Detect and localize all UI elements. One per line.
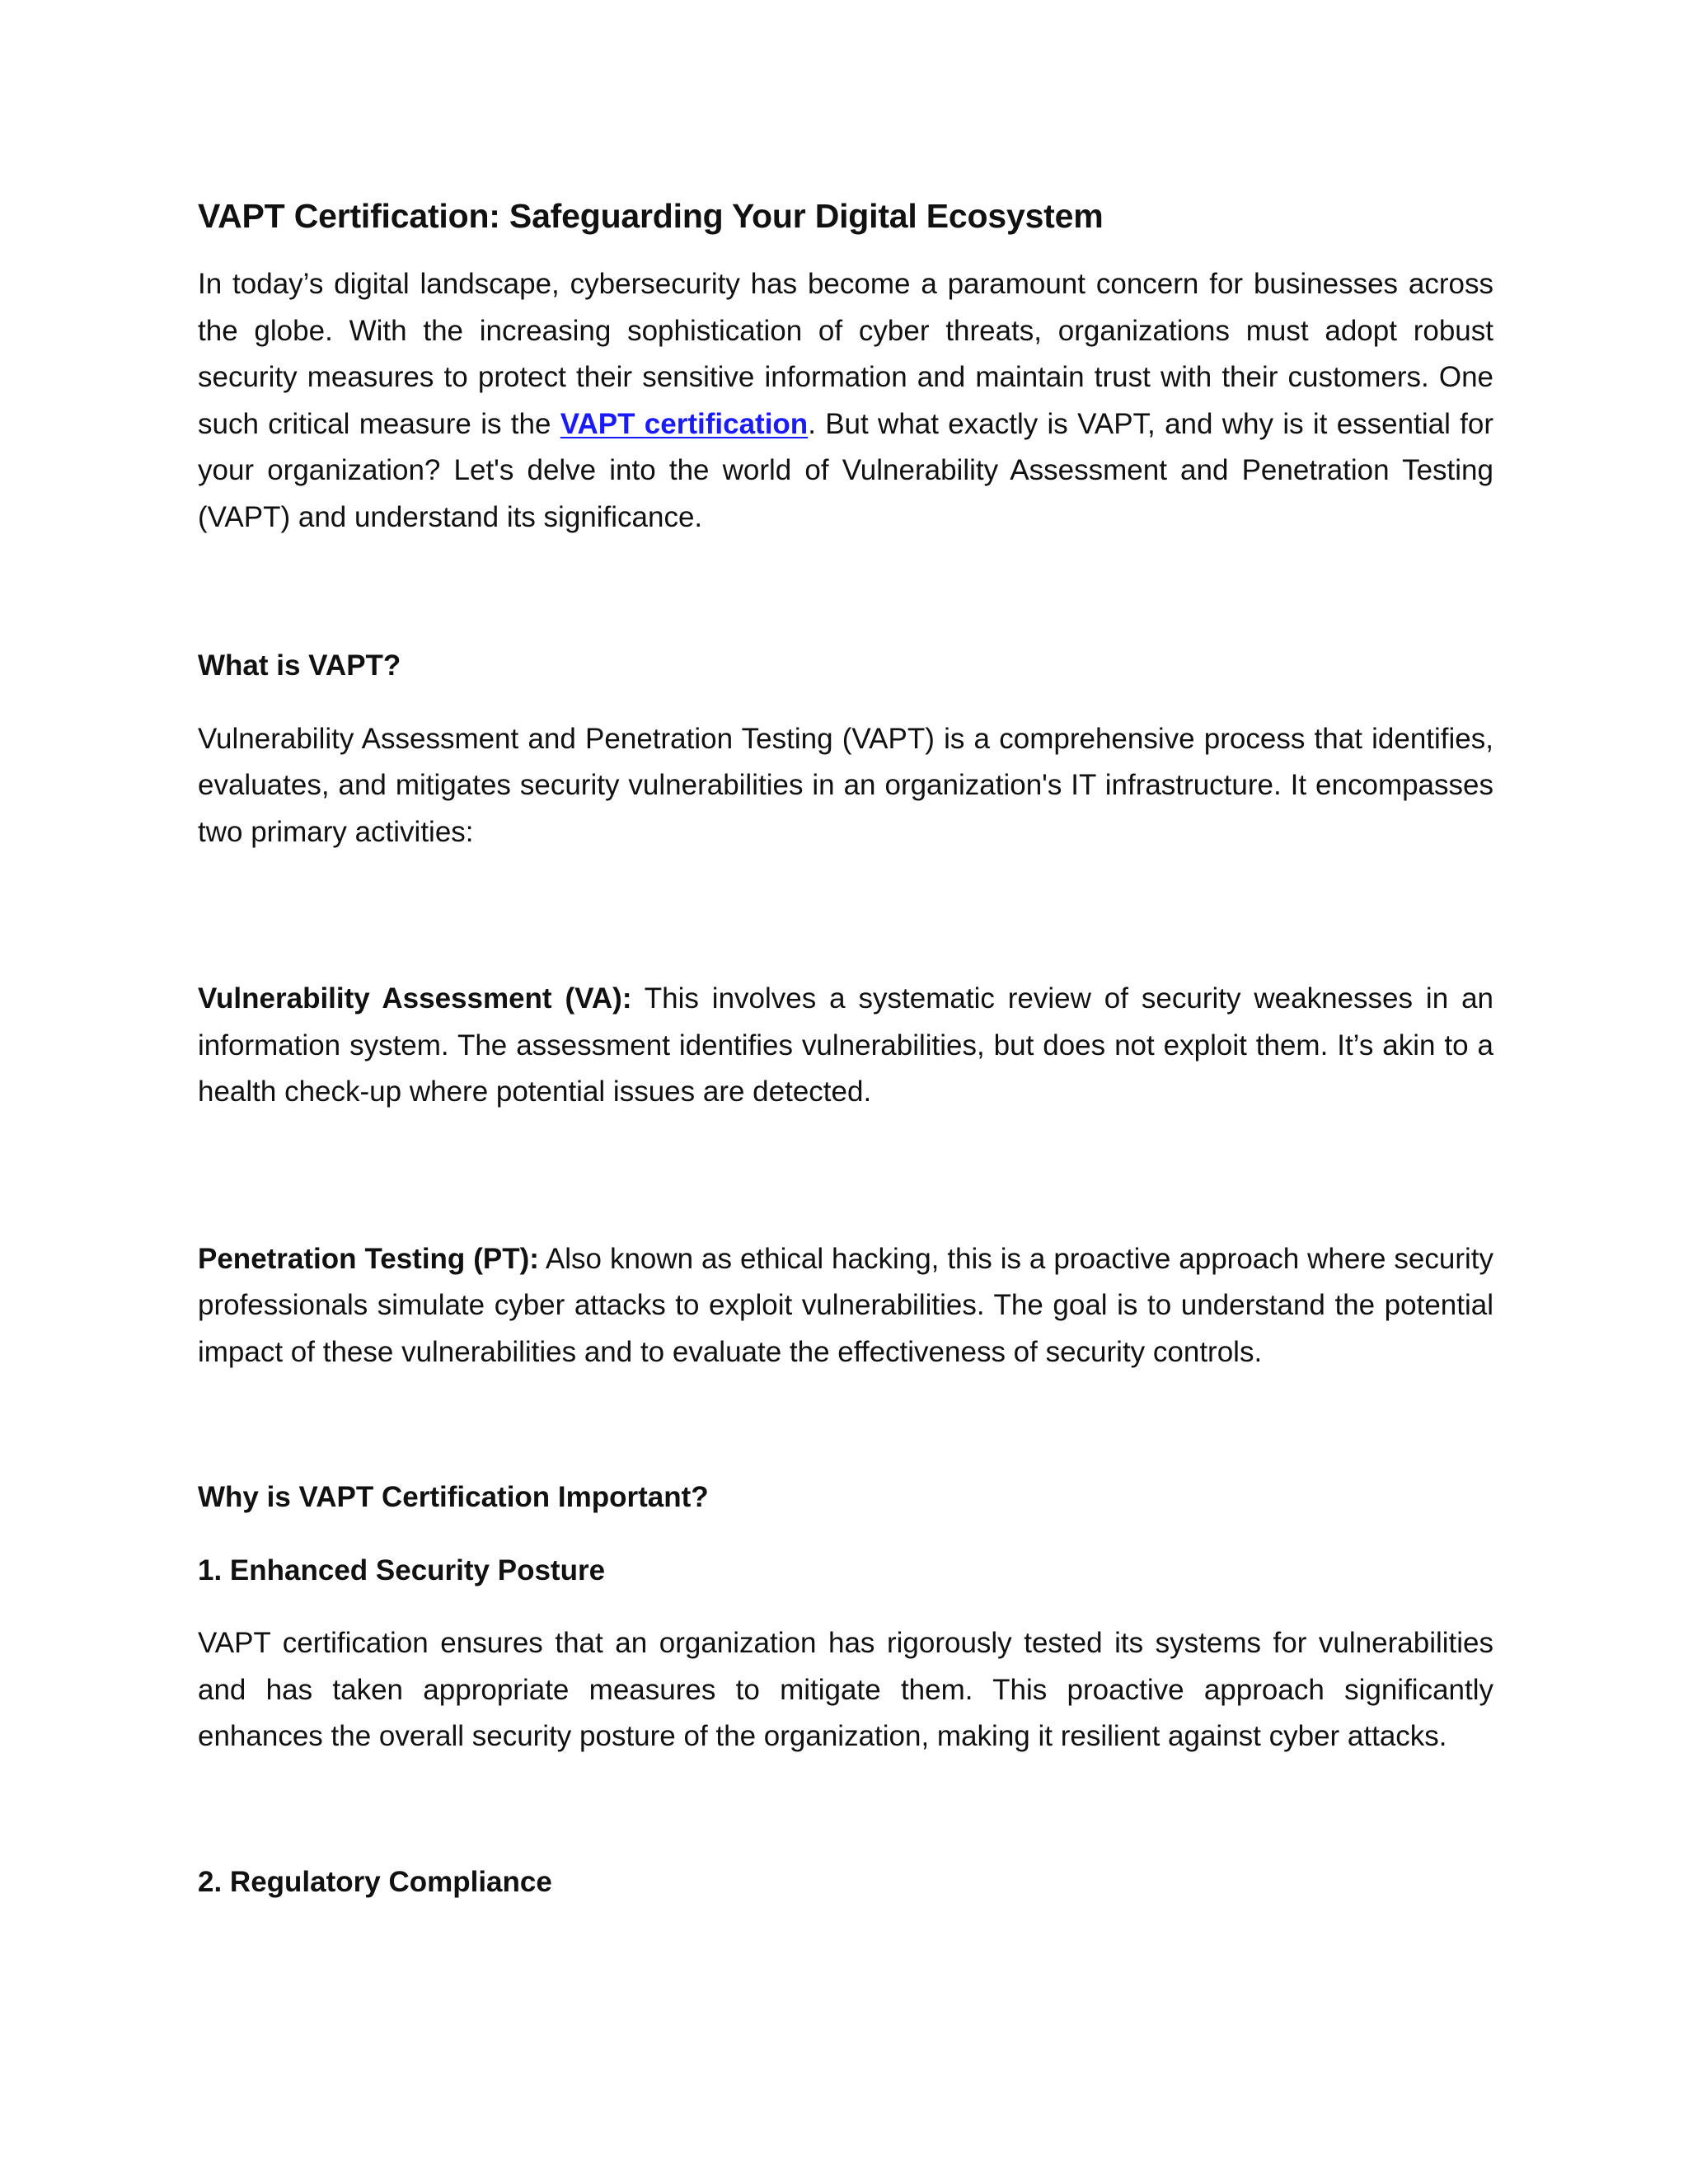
point1-heading: 1. Enhanced Security Posture [198, 1554, 606, 1586]
vapt-certification-link[interactable]: VAPT certification [560, 407, 809, 440]
document-title: VAPT Certification: Safeguarding Your Digital Ecosystem [198, 197, 1104, 235]
pt-body: Also known as ethical hacking, this is a proactive approach where security professionals simulate cyber attacks to exploit vulnerabilities. The goal is to understand the potential impact of these vulnerabilities and to evaluate the effectiveness of security controls. [198, 1242, 1493, 1368]
what-is-vapt-heading: What is VAPT? [198, 649, 401, 682]
pt-lead: Penetration Testing (PT): [198, 1242, 539, 1275]
va-paragraph [198, 976, 1493, 1116]
va-body: This involves a systematic review of security weaknesses in an information system. The assessment identifies vulnerabilities, but does not exploit them. It’s akin to a health check-up where potential issues are detected. [198, 982, 1494, 1108]
what-is-vapt-paragraph: Vulnerability Assessment and Penetration Testing (VAPT) is a comprehensive process that identifies, evaluates, and mitigates security vulnerabilities in an organization's IT infrastructure. It encompasses two primary activities: [198, 722, 1493, 848]
document-page [198, 196, 1493, 1905]
intro-text-after-link: . But what exactly is VAPT, and why is it essential for your organization? Let's delve into the world of Vulnerability Assessment and Penetration Testing (VAPT) and understand its significance. [198, 407, 1494, 533]
why-vapt-heading: Why is VAPT Certification Important? [198, 1481, 709, 1514]
pt-paragraph [198, 1236, 1493, 1376]
intro-text-before-link: In today’s digital landscape, cybersecurity has become a paramount concern for businesses across the globe. With the increasing sophistication of cyber threats, organizations must adopt robust security measures to protect their sensitive information and maintain trust with their customers. One such critical measure is the [198, 268, 1493, 440]
va-lead: Vulnerability Assessment (VA): [198, 982, 632, 1015]
point2-heading: 2. Regulatory Compliance [198, 1865, 552, 1898]
point1-paragraph: VAPT certification ensures that an organization has rigorously tested its systems for vulnerabilities and has taken appropriate measures to mitigate them. This proactive approach significantly enhances the overall security posture of the organization, making it resilient against cyber attacks. [198, 1627, 1493, 1753]
intro-paragraph [198, 261, 1493, 541]
